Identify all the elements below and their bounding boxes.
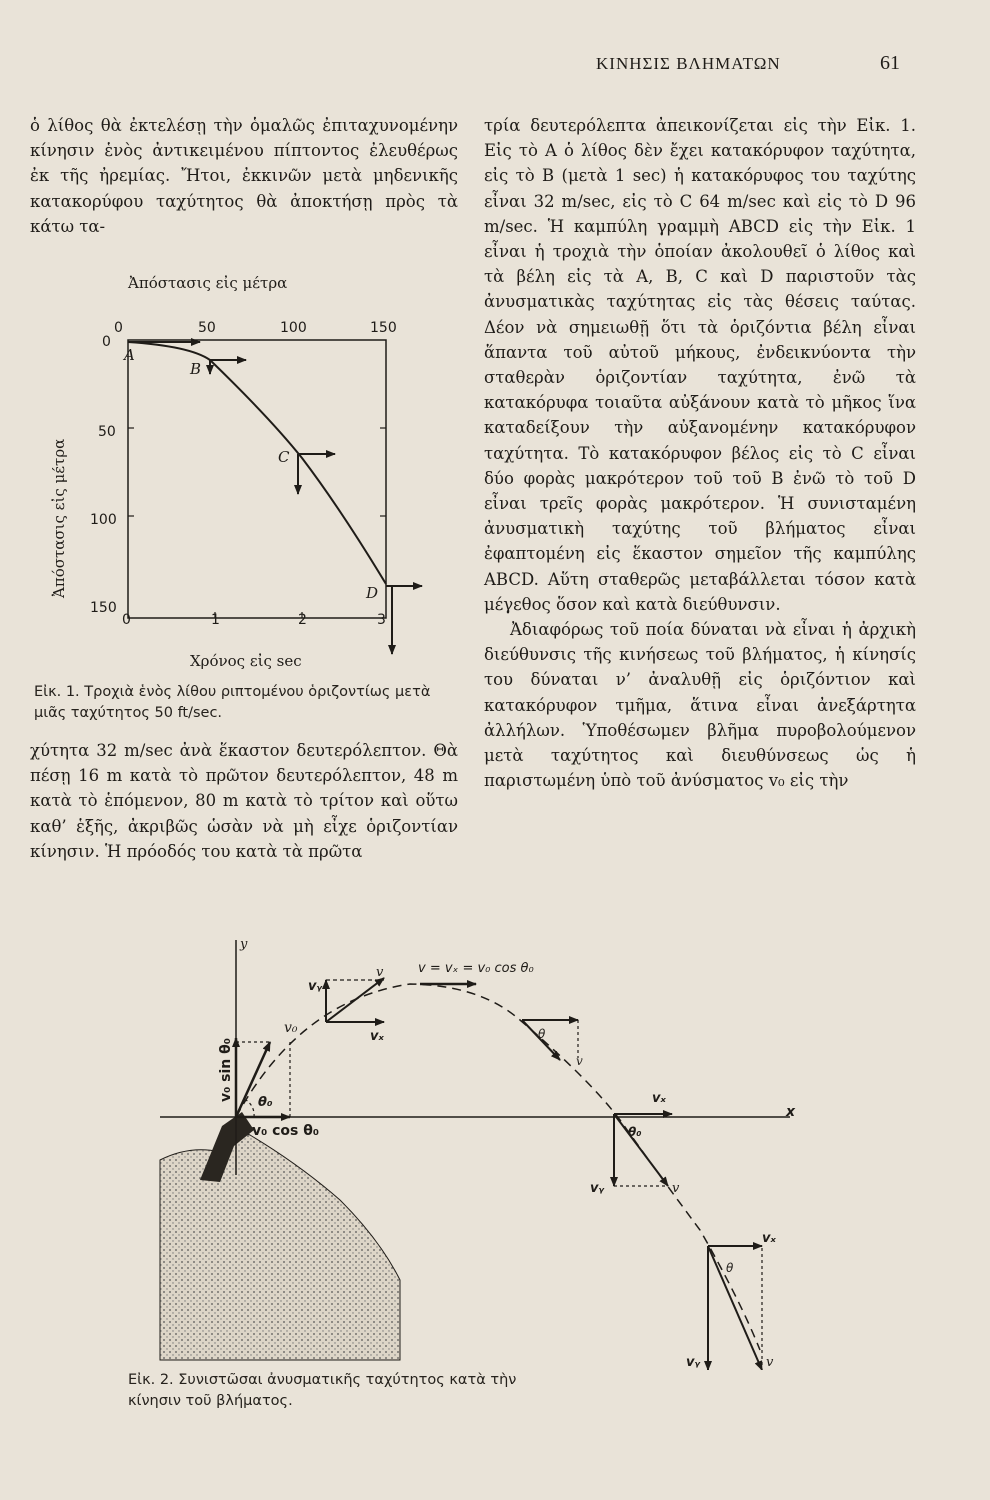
fig2-label-vy-3: vᵧ [686, 1355, 701, 1370]
fig2-label-vx-3: vₓ [762, 1231, 776, 1246]
figure-1-caption: Εἰκ. 1. Τροχιὰ ἑνὸς λίθου ριπτομένου ὁριζοντίως μετὰ μιᾶς ταχύτητος 50 ft/sec. [34, 684, 431, 721]
fig2-label-theta0-2: θ₀ [628, 1125, 642, 1139]
fig1-point-c: C [278, 448, 290, 466]
fig1-left-tick: 100 [90, 512, 117, 528]
fig1-left-axis-title: Ἀπόστασις εἰς μέτρα [50, 438, 68, 598]
fig2-label-theta-3: θ [726, 1261, 734, 1275]
right-paragraph-1: τρία δευτερόλεπτα ἀπεικονίζεται εἰς τὴν Εἰκ. 1. Εἰς τὸ A ὁ λίθος δὲν ἔχει κατακόρυφον ταχύτητα, εἰς τὸ B (μετὰ 1 sec) ἡ κατακόρυφος του ταχύτης εἶναι 32 m/sec, εἰς τὸ C 64 m/sec καὶ εἰς τὸ D 96 m/sec. Ἡ καμπύλη γραμμὴ ABCD εἰς τὴν Εἰκ. 1 εἶναι ἡ τροχιὰ τὴν ὁποίαν ἀκολουθεῖ ὁ λίθος καὶ τὰ βέλη εἰς τὰ A, B, C καὶ D παριστοῦν τὰς ἀνυσματικὰς ταχύτητας εἰς τὰς θέσεις ταύτας. Δέον νὰ σημειωθῇ ὅτι τὰ ὁριζόντια βέλη εἶναι ἅπαντα τοῦ αὐτοῦ μήκους, ἐνδεικνύοντα τὴν σταθερὰν ὁριζοντίαν ταχύτητα, ἐνῶ τὰ κατακόρυφα τοιαῦτα αὐξάνουν κατὰ τὸ μῆκος ἵνα καταδείξουν τὴν αὐξανομένην κατακόρυφον ταχύτητα. Τὸ κατακόρυφον βέλος εἰς τὸ C εἶναι δύο φορὰς μακρότερον τοῦ τοῦ B ἐνῶ τὸ τοῦ D εἶναι τρεῖς φορὰς μακρότερον. Ἡ συνισταμένη ἀνυσματικὴ ταχύτης τοῦ βλήματος εἶναι ἐφαπτομένη εἰς ἕκαστον σημεῖον τῆς καμπύλης ABCD. Αὕτη σταθερῶς μεταβάλλεται τόσον κατὰ μέγεθος ὅσον καὶ κατὰ διεύθυνσιν. [484, 116, 916, 614]
fig1-bottom-tick: 3 [377, 612, 386, 628]
fig2-descent-vectors-2 [614, 1114, 672, 1186]
fig2-label-v-1: v [576, 1054, 583, 1068]
fig2-label-v-3: v [766, 1355, 774, 1370]
fig2-descent-vectors-1 [522, 1020, 578, 1060]
fig1-top-tick: 150 [370, 320, 397, 336]
fig1-top-tick: 100 [280, 320, 307, 336]
page-number: 61 [880, 52, 900, 74]
right-paragraph-2: Ἀδιαφόρως τοῦ ποία δύναται νὰ εἶναι ἡ ἀρχικὴ διεύθυνσις τῆς κινήσεως τοῦ βλήματος, ἡ κίνησίς του δύναται ν’ ἀναλυθῇ εἰς ὁριζόντιον καὶ κατακόρυφον τμῆμα, ἅτινα εἶναι ἀνεξάρτητα ἀλλήλων. Ὑποθέσωμεν βλῆμα πυροβολούμενον μετὰ ταχύτητος καὶ διευθύνσεως ὡς ἡ παριστωμένη ὑπὸ τοῦ ἀνύσματος v₀ εἰς τὴν [484, 620, 916, 791]
figure-1-trajectory-chart [40, 268, 460, 678]
fig1-frame [128, 340, 386, 618]
right-column-text [484, 113, 916, 793]
fig2-label-vx-2: vₓ [652, 1091, 666, 1106]
fig1-point-a: A [124, 346, 135, 364]
left-bottom-paragraph: χύτητα 32 m/sec ἀνὰ ἕκαστον δευτερόλεπτον. Θὰ πέσῃ 16 m κατὰ τὸ πρῶτον δευτερόλεπτον, 48 m κατὰ τὸ ἑπόμενον, 80 m κατὰ τὸ τρίτον καὶ οὕτω καθ’ ἑξῆς, ἀκριβῶς ὡσὰν νὰ μὴ εἶχε ὁριζοντίαν κίνησιν. Ἡ πρόοδός του κατὰ τὰ πρῶτα [30, 741, 458, 861]
fig2-label-v0-sin: v₀ sin θ₀ [218, 1038, 234, 1102]
fig1-left-ticks [90, 334, 117, 616]
left-column-bottom-text [30, 738, 458, 864]
fig1-velocity-arrows [128, 342, 422, 654]
left-column-top-text [30, 113, 458, 239]
fig1-bottom-tick: 0 [122, 612, 131, 628]
fig2-label-x: x [786, 1104, 796, 1120]
fig2-label-theta-1: θ [538, 1027, 546, 1041]
fig2-rising-vectors [326, 978, 384, 1022]
fig1-bottom-ticks [122, 612, 386, 628]
fig1-top-tick: 0 [114, 320, 123, 336]
page-header [0, 50, 990, 80]
fig1-point-d: D [366, 584, 379, 602]
fig2-label-vy-rising: vᵧ [308, 979, 323, 994]
fig1-point-b: B [190, 360, 202, 378]
fig1-left-tick: 150 [90, 600, 117, 616]
fig1-left-tick: 50 [98, 424, 116, 440]
fig1-top-ticks [114, 320, 397, 336]
fig2-label-v-rising: v [376, 965, 384, 980]
fig1-top-tick: 50 [198, 320, 216, 336]
fig1-bottom-tick: 2 [298, 612, 307, 628]
left-top-paragraph: ὁ λίθος θὰ ἐκτελέσῃ τὴν ὁμαλῶς ἐπιταχυνομένην κίνησιν ἑνὸς ἀντικειμένου πίπτοντος ἐλευθέρως ἐκ τῆς ἠρεμίας. Ἤτοι, ἐκκινῶν μετὰ μηδενικῆς κατακορύφου ταχύτητος θὰ ἀποκτήσῃ πρὸς τὰ κάτω τα- [30, 116, 458, 236]
fig2-label-v0-cos: v₀ cos θ₀ [252, 1123, 320, 1139]
fig2-label-v-2: v [672, 1181, 680, 1196]
fig1-top-axis-title: Ἀπόστασις εἰς μέτρα [128, 274, 288, 292]
fig1-bottom-tick: 1 [211, 612, 220, 628]
figure-2-caption: Εἰκ. 2. Συνιστῶσαι ἀνυσματικῆς ταχύτητος κατὰ τὴν κίνησιν τοῦ βλήματος. [128, 1372, 517, 1409]
fig2-descent-vectors-3 [708, 1246, 762, 1370]
figure-2-projectile-diagram [150, 930, 830, 1370]
fig1-bottom-axis-title: Χρόνος εἰς sec [190, 652, 302, 670]
fig1-trajectory-curve [128, 342, 386, 584]
fig2-label-top-eq: v = vₓ = v₀ cos θ₀ [418, 961, 534, 976]
fig1-left-tick: 0 [102, 334, 111, 350]
fig2-label-theta0: θ₀ [258, 1095, 273, 1110]
fig2-label-vx-rising: vₓ [370, 1029, 384, 1044]
fig1-point-labels [122, 346, 378, 602]
running-title: ΚΙΝΗΣΙΣ ΒΛΗΜΑΤΩΝ [596, 54, 781, 73]
fig2-label-vy-2: vᵧ [590, 1181, 605, 1196]
fig2-ground-hill [160, 1130, 400, 1360]
fig2-label-y: y [240, 937, 248, 952]
fig2-label-v0: v₀ [284, 1020, 298, 1036]
